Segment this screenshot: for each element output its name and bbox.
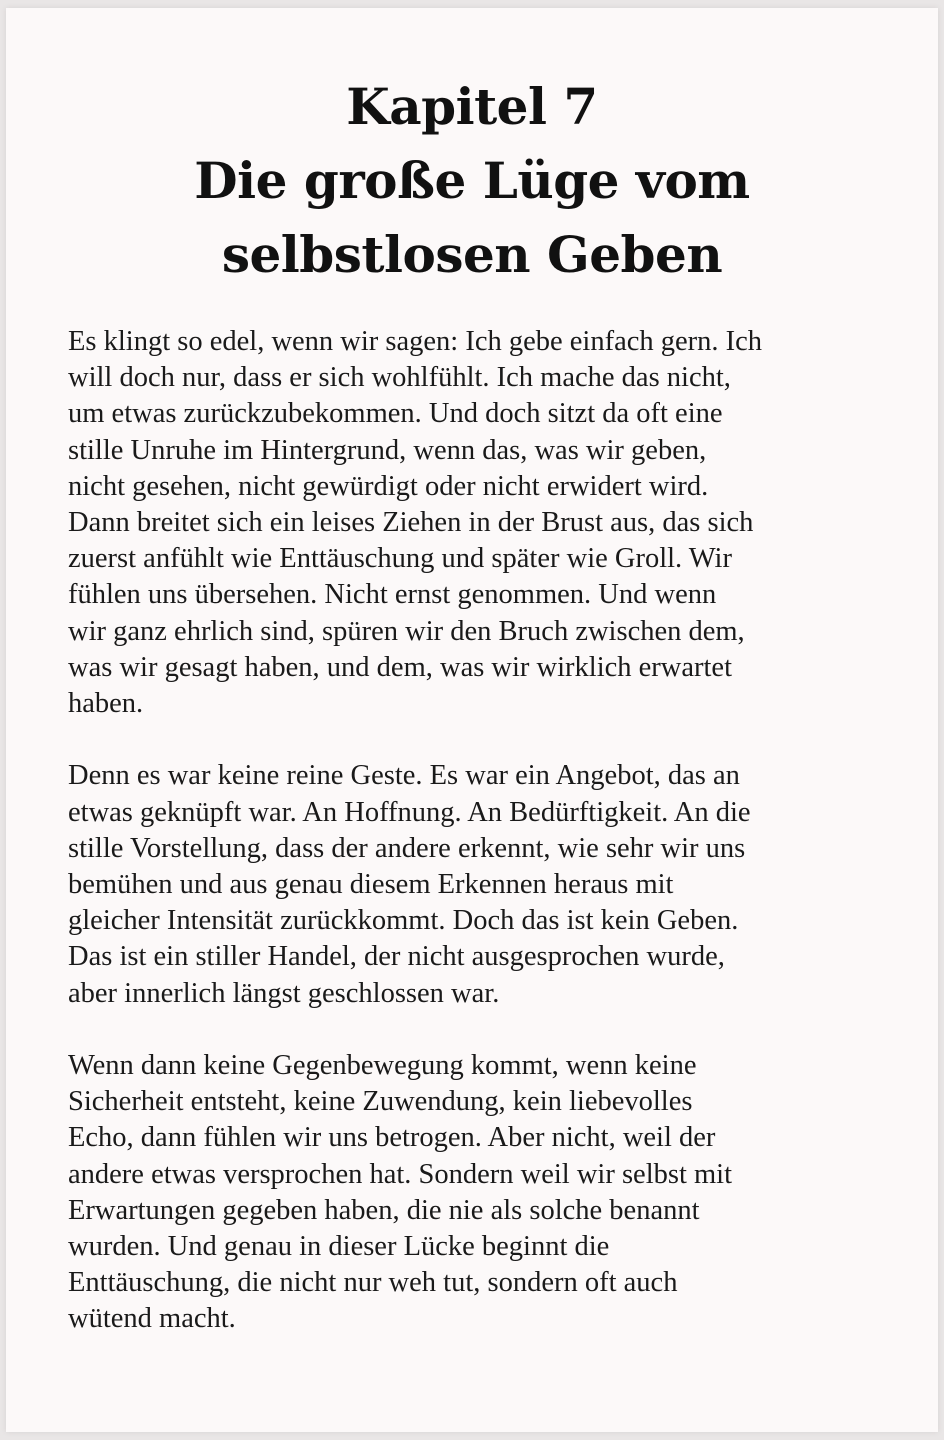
- text-line: wütend macht.: [68, 1303, 236, 1335]
- text-line: um etwas zurückzubekommen. Und doch sitzt da oft eine: [68, 398, 723, 430]
- text-line: Dann breitet sich ein leises Ziehen in der Brust aus, das sich: [68, 507, 754, 539]
- chapter-body: [68, 324, 898, 1374]
- paragraph-2: [68, 758, 898, 1011]
- text-line: Es klingt so edel, wenn wir sagen: Ich gebe einfach gern. Ich: [68, 326, 763, 357]
- chapter-title-line-2: selbstlosen Geben: [221, 225, 723, 284]
- text-line: etwas geknüpft war. An Hoffnung. An Bedürftigkeit. An die: [68, 796, 751, 828]
- paragraph-3: [68, 1048, 898, 1338]
- text-line: nicht gesehen, nicht gewürdigt oder nicht erwidert wird.: [68, 470, 709, 502]
- text-line: Wenn dann keine Gegenbewegung kommt, wenn keine: [68, 1050, 697, 1082]
- text-line: aber innerlich längst geschlossen war.: [68, 977, 500, 1009]
- text-line: wir ganz ehrlich sind, spüren wir den Bruch zwischen dem,: [68, 615, 745, 647]
- text-line: was wir gesagt haben, und dem, was wir wirklich erwartet: [68, 651, 733, 683]
- text-line: stille Vorstellung, dass der andere erkennt, wie sehr wir uns: [68, 832, 746, 864]
- text-line: Enttäuschung, die nicht nur weh tut, sondern oft auch: [68, 1267, 678, 1299]
- text-line: haben.: [68, 688, 144, 720]
- text-line: wurden. Und genau in dieser Lücke beginnt die: [68, 1231, 610, 1263]
- chapter-number: Kapitel 7: [346, 77, 598, 136]
- text-line: stille Unruhe im Hintergrund, wenn das, was wir geben,: [68, 434, 707, 466]
- text-line: Denn es war keine reine Geste. Es war ein Angebot, das an: [68, 760, 740, 792]
- text-line: will doch nur, dass er sich wohlfühlt. Ich mache das nicht,: [68, 362, 731, 394]
- book-page: [6, 8, 938, 1432]
- text-line: Das ist ein stiller Handel, der nicht ausgesprochen wurde,: [68, 941, 725, 973]
- chapter-heading: [6, 70, 938, 292]
- text-line: andere etwas versprochen hat. Sondern weil wir selbst mit: [68, 1158, 733, 1190]
- text-line: fühlen uns übersehen. Nicht ernst genommen. Und wenn: [68, 579, 717, 611]
- paragraph-1: [68, 324, 898, 722]
- text-line: Echo, dann fühlen wir uns betrogen. Aber nicht, weil der: [68, 1122, 716, 1154]
- chapter-title-line-1: Die große Lüge vom: [194, 151, 750, 210]
- text-line: Erwartungen gegeben haben, die nie als solche benannt: [68, 1194, 700, 1226]
- text-line: bemühen und aus genau diesem Erkennen heraus mit: [68, 869, 674, 901]
- text-line: gleicher Intensität zurückkommt. Doch das ist kein Geben.: [68, 905, 739, 937]
- text-line: zuerst anfühlt wie Enttäuschung und später wie Groll. Wir: [68, 543, 732, 575]
- text-line: Sicherheit entsteht, keine Zuwendung, kein liebevolles: [68, 1086, 693, 1118]
